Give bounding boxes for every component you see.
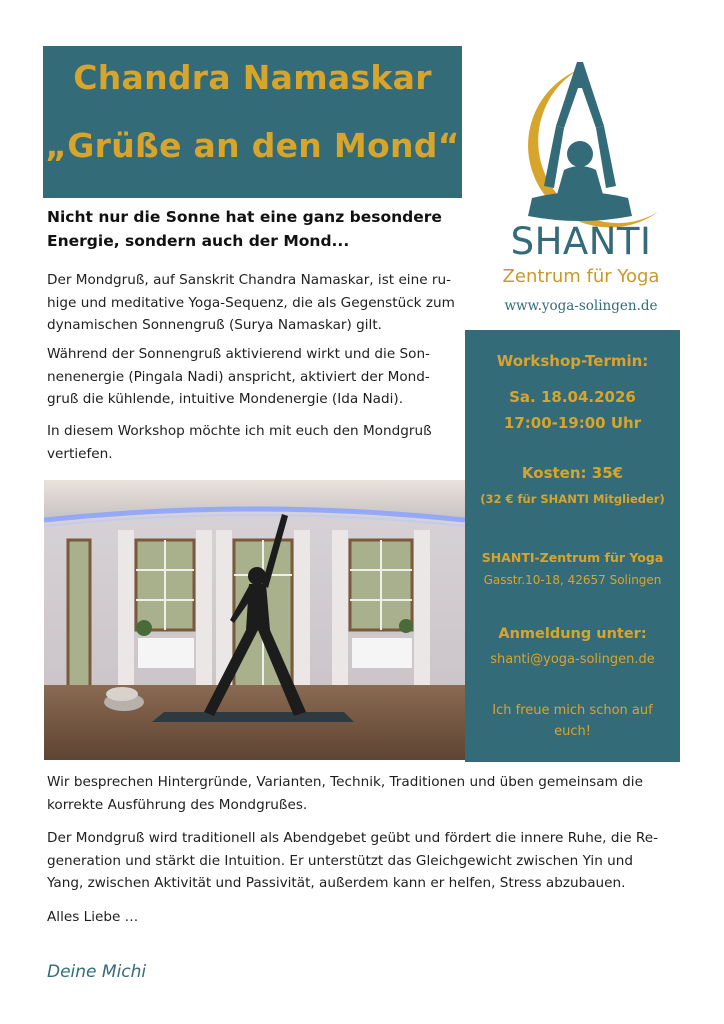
text-line: Wir besprechen Hintergründe, Varianten, Technik, Traditionen und üben gemeinsam die [47, 774, 643, 790]
workshop-date-label: Workshop-Termin: [496, 352, 649, 370]
text-line: vertiefen. [47, 445, 113, 462]
title-subheading: „Grüße an den Mond“ [45, 126, 460, 165]
text-line: nenenergie (Pingala Nadi) anspricht, aktiviert der Mond- [47, 368, 430, 385]
title-banner [43, 46, 462, 198]
registration-email-link[interactable]: shanti@yoga-solingen.de [490, 652, 655, 667]
meditation-figure-icon [528, 62, 632, 221]
workshop-info-box [465, 330, 680, 762]
text-line: Der Mondgruß, auf Sanskrit Chandra Namaskar, ist eine ru- [47, 272, 451, 288]
workshop-cost: Kosten: 35€ [521, 464, 624, 482]
yoga-studio-photo [44, 480, 465, 760]
logo-subtitle: Zentrum für Yoga [502, 266, 660, 287]
workshop-date: Sa. 18.04.2026 [509, 388, 636, 406]
greeting: Alles Liebe … [47, 909, 139, 925]
text-line: hige und meditative Yoga-Sequenz, die als Gegenstück zum [47, 294, 455, 311]
intro-paragraph-1 [47, 269, 463, 337]
text-line: In diesem Workshop möchte ich mit euch den Mondgruß [47, 423, 432, 439]
lead-line: Energie, sondern auch der Mond... [47, 232, 350, 250]
text-line: Während der Sonnengruß aktivierend wirkt und die Son- [47, 346, 430, 362]
text-line: Yang, zwischen Aktivität und Passivität, außerdem kann er helfen, Stress abzubauen. [47, 875, 626, 891]
body-paragraph-1 [47, 771, 687, 816]
text-line: Der Mondgruß wird traditionell als Abendgebet geübt und fördert die innere Ruhe, die Re- [47, 830, 659, 846]
title-heading: Chandra Namaskar [73, 58, 432, 97]
workshop-time: 17:00-19:00 Uhr [503, 414, 642, 432]
text-line: gruß die kühlende, intuitive Mondenergie (Ida Nadi). [47, 391, 404, 407]
logo-website-link[interactable]: www.yoga-solingen.de [504, 298, 658, 314]
text-line: generation und stärkt die Intuition. Er unterstützt das Gleichgewicht zwischen Yin und [47, 852, 633, 869]
intro-paragraph-2 [47, 343, 463, 411]
text-line: dynamischen Sonnengruß (Surya Namaskar) gilt. [47, 317, 382, 333]
registration-label: Anmeldung unter: [498, 626, 647, 642]
venue-address: Gasstr.10-18, 42657 Solingen [483, 573, 662, 587]
text-line: korrekte Ausführung des Mondgrußes. [47, 796, 308, 813]
intro-paragraph-3 [47, 420, 463, 465]
logo-brand-name: SHANTI [510, 220, 652, 263]
member-cost: (32 € für SHANTI Mitglieder) [480, 492, 665, 506]
closing-note: Ich freue mich schon auf euch! [492, 703, 653, 739]
shanti-logo [492, 48, 670, 330]
lead-line: Nicht nur die Sonne hat eine ganz besondere [47, 208, 442, 226]
signature: Deine Michi [47, 962, 147, 982]
venue-name: SHANTI-Zentrum für Yoga [481, 550, 664, 565]
lead-paragraph [47, 205, 457, 253]
body-paragraph-2 [47, 827, 687, 895]
